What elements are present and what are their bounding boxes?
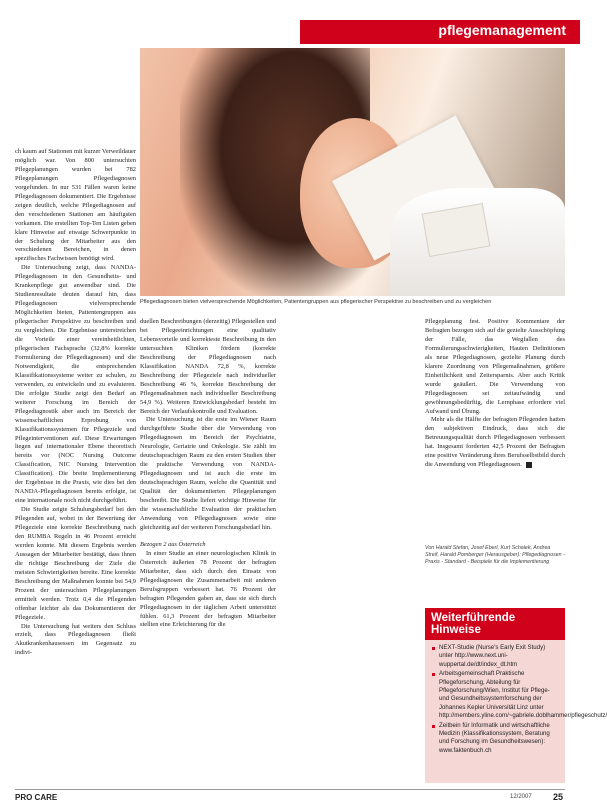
paragraph: Die Untersuchung zeigt, dass NANDA-Pflegediagnosen in den Gesundheits- und Krankenpflege gut anwendbar sind. Die Studienresultate deuten darauf hin, dass Pflegediagnosen vielversprechende Möglichkeiten bieten, Patientengruppen aus pflegerischer Perspektive zu beschreiben und zu vergleichen. Die Ergebnisse unterstreichen die Vorteile einer vereinheitlichten, pflegerischen Fachsprache (32,8% korrekte Formulierung der Pflegediagnosen) und die Notwendigkeit, die entsprechenden Klassifikationssysteme weiter zu schulen, zu verwenden, zu entwickeln und zu evaluieren. Die erfolgte Studie zeigt den Bedarf an weiterer Forschung im Bereich der Pflegediagnostik aber auch im Bereich der wissenschaftlichen Erprobung von Klassifikationssystemen für Pflegeziele und Pflegeinterventionen auf. Diese Erwartungen liegen auf internationaler Ebene theoretisch bereits vor (NOC Nursing Outcome Classification, NIC Nursing Intervention Classification). Die breite Implementierung der Ergebnisse in die Praxis, wie dies bei den NANDA-Pflegediagnosen bereits erfolgte, ist eine internationale noch nicht durchgeführt.: [15, 264, 136, 505]
article-column-1: [15, 148, 136, 658]
further-info-box: [425, 608, 607, 783]
paragraph: In einer Studie an einer neurologischen Klinik in Österreich äußerten 78 Prozent der befragten Mitarbeiter, dass sich durch den Einsatz von Pflegediagnosen die Zusammenarbeit mit anderen Berufsgruppen verbessert hat. 76 Prozent der befragten Pflegenden gaben an, dass sie sich durch Pflegediagnosen in der täglichen Arbeit unterstützt fühlen. 61,3 Prozent der befragten Mitarbeiter stellten eine Erleichterung für die: [140, 549, 276, 629]
magazine-name: PRO CARE: [15, 793, 58, 802]
footer-divider: [15, 789, 565, 790]
photo-caption: Pflegediagnosen bieten vielversprechende Möglichkeiten, Patientengruppen aus pflegerischer Perspektive zu beschreiben und zu vergleichen: [140, 299, 492, 305]
author-credit: Von Harald Stefan, Josef Eberl, Kurt Schalek, Andrea Streif, Harald Pomberger (Herausgeber): Pflegediagnosen - Praxis - Standard - Beispiele für die Implementierung: [425, 545, 565, 566]
paragraph: Die Untersuchung ist die erste im Wiener Raum durchgeführte Studie über die Verwendung von Pflegediagnosen im Bereich der Psychiatrie, Neurologie, Geriatrie und Onkologie. Sie zählt im deutschsprachigen Raum zu den ersten Studien über die praktische Verwendung von NANDA-Pflegediagnosen und ist auch die erste im deutschsprachigen Raum, welche die Quantität und Qualität der dokumentierten Pflegeplanungen beschreibt. Die Studie liefert wichtige Hinweise für die wissenschaftliche Evaluation der praktischen Anwendung von Pflegediagnosen sowie eine gleichzeitig auf der weiteren Forschungsbedarf hin.: [140, 416, 276, 531]
list-item: NEXT-Studie (Nurse's Early Exit Study) unter http://www.next.uni-wuppertal.de/dt/index_dt.htm: [439, 644, 559, 669]
article-column-3: [425, 318, 565, 470]
info-box-title-line: Weiterführende: [431, 612, 516, 624]
section-header-bar: [300, 20, 580, 44]
section-title: pflegemanagement: [438, 22, 566, 38]
end-of-article-mark: [526, 462, 532, 468]
info-box-list: [425, 640, 607, 755]
page-number: 25: [553, 792, 564, 802]
paragraph: Die Untersuchung hat weiters den Schluss erzielt, dass Pflegediagnosen fließt Akutkrankenhausessen im Gegensatz zu indivi-: [15, 622, 136, 657]
list-item: Arbeitsgemeinschaft Praktische Pflegeforschung, Abteilung für Pflegeforschung/Wien, Institut für Pflege- und Gesundheitssystemforschung der Johannes Kepler Universität Linz unter http://members.yline.com/~gabriele.doblhammer/pflegeschutz/: [439, 670, 607, 720]
paragraph: Pflegeplanung fest. Positive Kommentare der Befragten bezogen sich auf die gezielte Ausschöpfung der Fälle, das Wegfallen des Formulierungsschwierigkeiten, Hauten Definitionen als neue Pflegediagnosen, gezielte Planung durch klarere Zuordnung von Pflegemaßnahmen, größere Einheitlichkeit und Zeitersparnis. Aber auch Kritik wurde geäußert. Die Verwendung von Pflegediagnosen sei zeitaufwändig und gewöhnungsbedürftig, die Lernphase erfordere viel Aufwand und Übung.: [425, 318, 565, 415]
paragraph: duellen Beschreibungen (derzeitig) Pflegestellen und bei Pflegeeinrichtungen eine qualitativ Lebensvorteile und korrekteste Beschreibung in den untersuchten Kliniken fördern (korrekte Beschreibung der Pflegediagnosen nach Klassifikation NANDA 72,8 %, korrekte Beschreibung der Pflegeziele nach individueller Beschreibung 46 %, korrekte Beschreibung der Pflegemaßnahmen nach individueller Beschreibung 54,9 %). Weiteren Entwicklungsbedarf besteht im Bereich der Verlaufskontrolle und Evaluation.: [140, 318, 276, 415]
info-box-title: [425, 608, 565, 640]
paragraph: ch kaum auf Stationen mit kurzer Verweildauer möglich war. Von 800 untersuchten Pflegeplanungen wurden bei 782 Pflegeplanungen Pflegediagnosen vorgefunden. In nur 531 Fällen waren keine Pflegediagnosen dokumentiert. Die Ergebnisse zeigen deutlich, welche Pflegediagnosen auf den verschiedenen Stationen am häufigsten vorkamen. Die erstellten Top-Ten Listen geben klare Hinweise auf etwaige Schwerpunkte in der Schulung der Mitarbeiter aus den verschiedenen Bereichen, in denen spezifisches Fachwissen benötigt wird.: [15, 148, 136, 263]
paragraph-text: Mehr als die Hälfte der befragten Pflegenden hatten den subjektiven Eindruck, dass sich die Betreuungsqualität durch Pflegediagnosen verbessert hat. Insgesamt forderten 42,5 Prozent der Befragten eine positive Veränderung ihres Berufsselbstbild durch die Anwendung von Pflegediagnosen.: [425, 416, 565, 469]
issue-date: 12/2007: [510, 794, 532, 800]
paragraph: [425, 416, 565, 470]
section-subheading: Bezogen 2 aus Österreich: [140, 540, 206, 548]
paragraph: Die Studie zeigte Schulungsbedarf bei den Pflegenden auf, wobei in der Bewertung der Pflegeziele eine korrekte Beschreibung nach den RUMBA Regeln in 46 Prozent erreicht werden konnte. Mit diesem Ergebnis werden Aussagen der Mitarbeiter bestätigt, dass ihnen die richtige Beschreibung der Ziele die meisten Schwierigkeiten bereite. Eine korrekte Beschreibung der Maßnahmen konnte bei 54,9 Prozent der untersuchten Pflegeplanungen ermittelt werden. Trotz 0,4 die Pflegenden offenbar leichter als das Dokumentieren der Pflegeziele.: [15, 506, 136, 621]
info-box-title-line: Hinweise: [431, 624, 481, 636]
list-item: Zeitbein für Informatik und wirtschaftliche Medizin (Klassifikationssystem, Beratung und Forschung im Gesundheitswesen): www.faktenbuch.ch: [439, 722, 559, 756]
article-photo: [140, 48, 565, 296]
article-column-2: [140, 318, 276, 630]
